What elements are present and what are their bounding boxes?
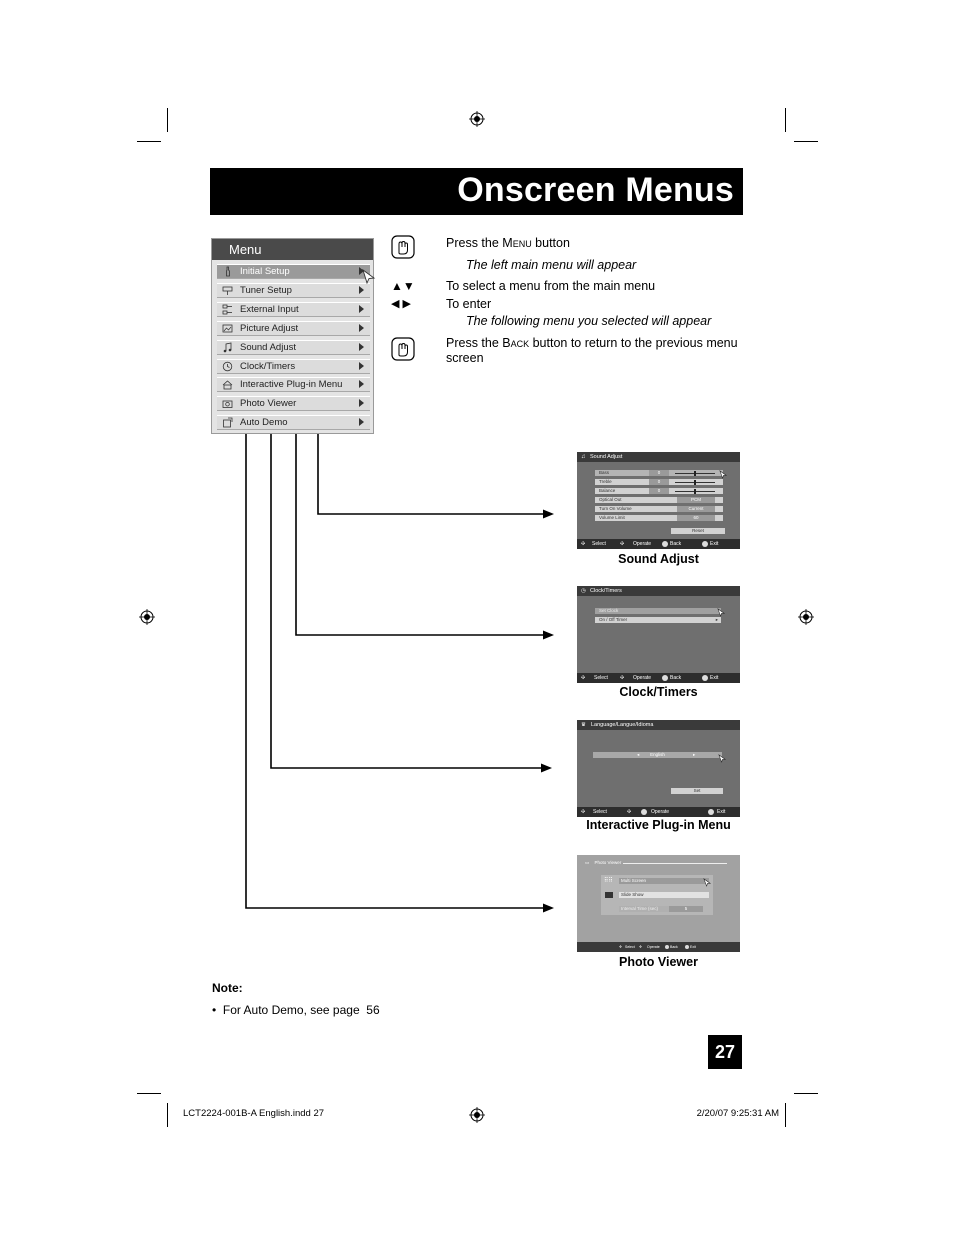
slider-handle[interactable] (694, 489, 696, 494)
menu-item-label: External Input (240, 303, 299, 315)
menu-item-label: Picture Adjust (240, 322, 299, 334)
wrench-icon (222, 266, 233, 277)
page-title: Onscreen Menus (457, 171, 734, 209)
crop-mark (137, 1093, 161, 1094)
exit-button-icon (685, 945, 689, 949)
registration-mark-icon (469, 1107, 485, 1123)
title-bar (210, 168, 743, 215)
screen-footer: ✣ Select ✣ Operate Back Exit (577, 942, 740, 952)
crop-mark (137, 141, 161, 142)
sound-value: 0 (649, 470, 669, 476)
sound-row-turn-on-volume[interactable]: Turn On Volume (595, 506, 723, 512)
set-button[interactable]: Set (671, 788, 723, 794)
menu-item-initial-setup[interactable] (217, 264, 370, 279)
camera-icon (222, 398, 233, 409)
reset-button[interactable]: Reset (671, 528, 725, 534)
music-note-icon (222, 342, 233, 353)
select-cross-icon: ✣ (619, 945, 622, 949)
back-button-icon (662, 541, 668, 547)
screen-header (577, 452, 740, 462)
set-clock-row[interactable]: Set Clock (595, 608, 721, 614)
exit-button-icon (702, 675, 708, 681)
chevron-right-icon (359, 362, 364, 370)
footer-timestamp: 2/20/07 9:25:31 AM (696, 1108, 779, 1119)
instruction-enter: To enter (446, 297, 492, 311)
chevron-right-icon (359, 286, 364, 294)
caption-photo-viewer: Photo Viewer (619, 955, 698, 969)
screen-footer: ✣ Select ✣ Operate Back Exit (577, 539, 740, 549)
remote-button-hand-icon (391, 235, 415, 259)
menu-item-label: Photo Viewer (240, 398, 297, 410)
multi-screen-row[interactable]: Multi Screen (619, 878, 709, 884)
footer-filename: LCT2224-001B-A English.indd 27 (183, 1108, 325, 1119)
sound-row-volume-limit[interactable]: Volume Limit (595, 515, 723, 521)
operate-cross-icon: ✣ (620, 675, 625, 681)
operate-button-icon (641, 809, 647, 815)
input-icon (222, 304, 233, 315)
sound-value: 60 (677, 515, 715, 521)
screen-header (577, 720, 740, 730)
screen-header (585, 859, 621, 867)
chevron-right-icon (359, 418, 364, 426)
menu-item-sound-adjust[interactable] (217, 340, 370, 355)
menu-item-label: Tuner Setup (240, 284, 292, 296)
remote-button-hand-icon (391, 337, 415, 361)
screen-title: Clock/Timers (590, 588, 622, 594)
clock-icon: ◷ (581, 588, 586, 594)
caption-sound-adjust: Sound Adjust (618, 552, 699, 566)
sound-adjust-screen (577, 452, 740, 549)
chevron-right-icon: ▸ (715, 617, 718, 622)
clock-timers-screen (577, 586, 740, 683)
crop-mark (794, 1093, 818, 1094)
menu-item-interactive-plug-in-menu[interactable] (217, 377, 370, 392)
sound-row-treble[interactable]: Treble (595, 479, 723, 485)
camera-icon: ▭ (585, 860, 590, 865)
language-selector[interactable]: ◂ English ▸ (593, 752, 722, 758)
back-button-icon (662, 675, 668, 681)
registration-mark-icon (798, 609, 814, 625)
page-number: 27 (708, 1035, 742, 1069)
clock-icon (222, 361, 233, 372)
operate-cross-icon: ✣ (627, 809, 632, 815)
operate-cross-icon: ✣ (620, 541, 625, 547)
exit-button-icon (708, 809, 714, 815)
registration-mark-icon (469, 111, 485, 127)
note-page-ref[interactable]: 56 (366, 1003, 380, 1017)
up-down-arrow-icon: ▲▼ (391, 279, 415, 293)
pointer-cursor-icon (718, 754, 727, 763)
crop-mark (167, 1103, 168, 1127)
menu-item-tuner-setup[interactable] (217, 283, 370, 298)
select-cross-icon: ✣ (581, 541, 586, 547)
instruction-press-back: Press the Back button to return to the previous menu (446, 336, 738, 350)
exit-button-icon (702, 541, 708, 547)
chevron-right-icon (359, 380, 364, 388)
pointer-cursor-icon (719, 470, 728, 479)
chevron-right-icon: ▸ (693, 752, 696, 757)
sound-row-balance[interactable]: Balance (595, 488, 723, 494)
interval-time-value[interactable]: 5 (669, 906, 703, 912)
slider-handle[interactable] (694, 471, 696, 476)
slider-handle[interactable] (694, 480, 696, 485)
screen-header (577, 586, 740, 596)
interval-time-label: Interval Time (sec) (619, 906, 669, 912)
instruction-left-menu-appear: The left main menu will appear (466, 258, 637, 272)
sound-value: 0 (649, 488, 669, 494)
slideshow-icon (605, 892, 613, 898)
note-heading: Note: (212, 981, 243, 995)
instruction-press-back-line2: screen (446, 351, 484, 365)
chevron-right-icon (359, 305, 364, 313)
slide-show-row[interactable]: Slide Show (619, 892, 709, 898)
caption-clock-timers: Clock/Timers (619, 685, 698, 699)
chevron-right-icon (359, 324, 364, 332)
chevron-left-icon: ◂ (637, 752, 640, 757)
instruction-select-menu: To select a menu from the main menu (446, 279, 656, 293)
sound-row-optical-out[interactable]: Optical Out (595, 497, 723, 503)
crop-mark (785, 108, 786, 132)
chevron-right-icon (359, 343, 364, 351)
crop-mark (794, 141, 818, 142)
select-cross-icon: ✣ (581, 809, 586, 815)
menu-item-label: Sound Adjust (240, 341, 296, 353)
instruction-press-menu: Press the Menu button (446, 236, 570, 250)
back-button-icon (665, 945, 669, 949)
sound-row-bass[interactable]: Bass (595, 470, 723, 476)
tuner-icon (222, 285, 233, 296)
select-cross-icon: ✣ (581, 675, 586, 681)
screen-footer: ✣ Select ✣ Operate Exit (577, 807, 740, 817)
plugin-icon: ♛ (581, 722, 586, 728)
back-key-label: Back (502, 336, 530, 350)
screen-title: Language/Langue/Idioma (591, 722, 654, 728)
photo-viewer-screen (577, 855, 740, 952)
sound-value: Current (677, 506, 715, 512)
picture-icon (222, 323, 233, 334)
left-right-arrow-icon: ◀ ▶ (391, 298, 411, 310)
pointer-cursor-icon (717, 608, 726, 617)
caption-interactive-plugin-menu: Interactive Plug-in Menu (586, 818, 731, 832)
menu-item-label: Initial Setup (240, 266, 290, 277)
demo-icon (222, 417, 233, 428)
menu-header: Menu (212, 239, 373, 260)
sound-value: 0 (649, 479, 669, 485)
note-item (212, 1003, 380, 1017)
registration-mark-icon (139, 609, 155, 625)
main-menu-panel (211, 238, 374, 434)
menu-item-photo-viewer[interactable] (217, 396, 370, 411)
menu-item-clock-timers[interactable] (217, 359, 370, 374)
crop-mark (785, 1103, 786, 1127)
screen-title: Sound Adjust (590, 454, 623, 460)
grid-icon: ⠿⠿ (604, 878, 613, 884)
bullet: • (212, 1003, 217, 1017)
menu-item-label: Auto Demo (240, 417, 288, 429)
screen-footer: ✣ Select ✣ Operate Back Exit (577, 673, 740, 683)
pointer-cursor-icon (361, 269, 377, 285)
menu-item-external-input[interactable] (217, 302, 370, 317)
sound-value: PCM (677, 497, 715, 503)
pointer-cursor-icon (703, 878, 712, 887)
operate-cross-icon: ✣ (639, 945, 642, 949)
menu-key-label: Menu (502, 236, 532, 250)
music-note-icon: ♫ (581, 454, 586, 460)
plugin-icon (222, 379, 233, 390)
language-screen (577, 720, 740, 817)
note-text: For Auto Demo, see page (222, 1003, 360, 1017)
divider (623, 863, 727, 864)
crop-mark (167, 108, 168, 132)
chevron-right-icon (359, 399, 364, 407)
menu-item-label: Clock/Timers (240, 360, 296, 372)
menu-item-label: Interactive Plug-in Menu (240, 379, 343, 391)
screen-title: Photo Viewer (594, 860, 622, 865)
instruction-following-menu: The following menu you selected will appear (466, 314, 712, 328)
on-off-timer-row[interactable]: On / Off Timer ▸ (595, 617, 721, 623)
menu-item-picture-adjust[interactable] (217, 321, 370, 336)
menu-item-auto-demo[interactable] (217, 415, 370, 430)
